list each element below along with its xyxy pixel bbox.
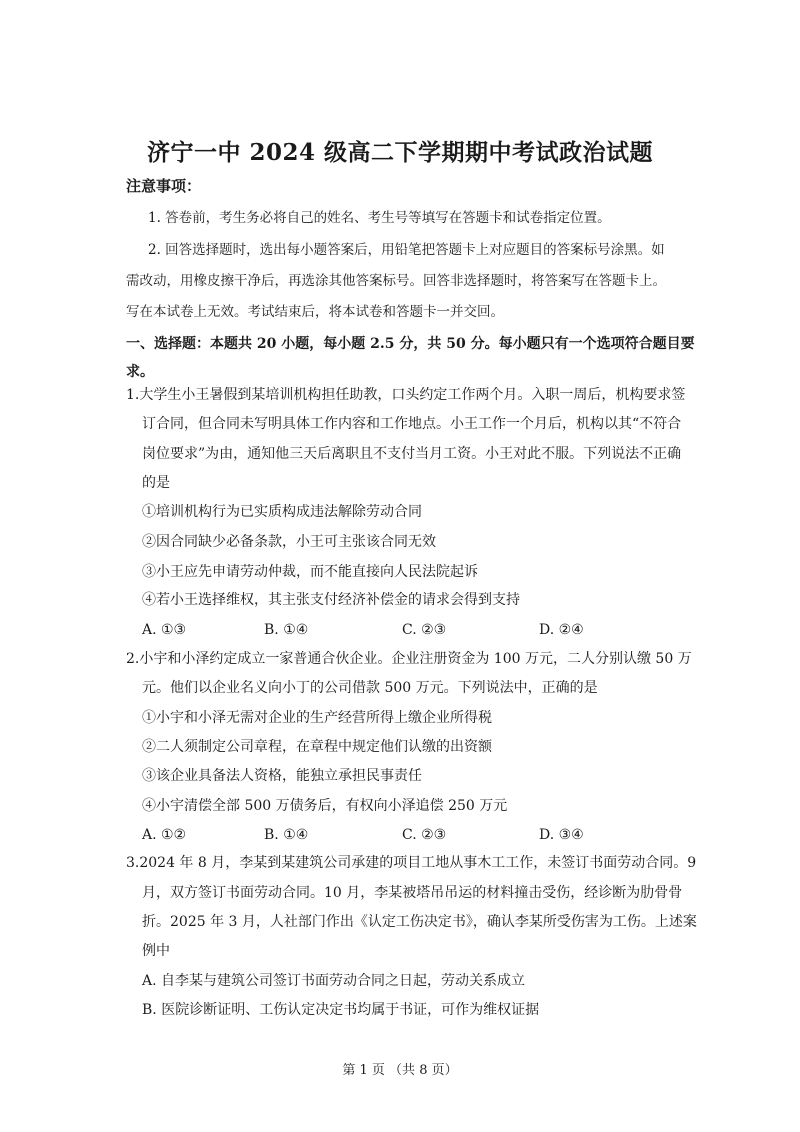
question-2-options: [0, 826, 800, 844]
page-title: 济宁一中 2024 级高二下学期期中考试政治试题: [146, 139, 654, 166]
question-2-statement-3: ③该企业具备法人资格，能独立承担民事责任: [142, 768, 422, 784]
question-1-option-c[interactable]: C. ②③: [402, 622, 447, 638]
question-2-option-d[interactable]: D. ③④: [539, 827, 584, 843]
question-2-statement-1: ①小宇和小泽无需对企业的生产经营所得上缴企业所得税: [142, 710, 492, 726]
question-2-statement-4: ④小宇清偿全部 500 万债务后，有权向小泽追偿 250 万元: [142, 798, 508, 814]
question-1-stem-line-4: 的是: [142, 475, 170, 491]
question-3-stem-line-4: 例中: [142, 943, 170, 959]
question-3-stem: 3.2024 年 8 月，李某到某建筑公司承建的项目工地从事木工工作，未签订书面劳动合同。9: [126, 855, 697, 871]
notes-heading: 注意事项：: [126, 177, 202, 195]
question-1-statement-3: ③小王应先申请劳动仲裁，而不能直接向人民法院起诉: [142, 564, 478, 580]
question-2-option-a[interactable]: A. ①②: [142, 827, 187, 843]
question-1-stem-line-2: 订合同，但合同未写明具体工作内容和工作地点。小王工作一个月后，机构以其“不符合: [142, 416, 682, 432]
question-1-options: [0, 621, 800, 639]
question-2-option-c[interactable]: C. ②③: [402, 827, 447, 843]
question-2-statement-2: ②二人须制定公司章程，在章程中规定他们认缴的出资额: [142, 739, 492, 755]
question-2-option-b[interactable]: B. ①④: [264, 827, 309, 843]
notes-item-1: 1. 答卷前，考生务必将自己的姓名、考生号等填写在答题卡和试卷指定位置。: [148, 210, 611, 226]
question-3-stem-line-2: 月，双方签订书面劳动合同。10 月，李某被塔吊吊运的材料撞击受伤，经诊断为肋骨骨: [142, 885, 683, 901]
notes-item-2-line-3: 写在本试卷上无效。考试结束后，将本试卷和答题卡一并交回。: [126, 304, 504, 320]
notes-item-2-line-1: 2. 回答选择题时，选出每小题答案后，用铅笔把答题卡上对应题目的答案标号涂黑。如: [148, 242, 665, 258]
section-1-heading: 一、选择题：本题共 20 小题，每小题 2.5 分，共 50 分。每小题只有一个选项符合题目要: [126, 336, 695, 352]
question-1-statement-2: ②因合同缺少必备条款，小王可主张该合同无效: [142, 534, 436, 550]
question-1-stem-line-3: 岗位要求”为由，通知他三天后离职且不支付当月工资。小王对此不服。下列说法不正确: [142, 446, 682, 462]
question-1-option-a[interactable]: A. ①③: [142, 622, 187, 638]
question-3-option-b[interactable]: B. 医院诊断证明、工伤认定决定书均属于书证，可作为维权证据: [142, 1002, 540, 1018]
question-3-stem-line-3: 折。2025 年 3 月，人社部门作出《认定工伤决定书》，确认李某所受伤害为工伤。上述案: [142, 914, 697, 930]
notes-item-2-line-2: 需改动，用橡皮擦干净后，再选涂其他答案标号。回答非选择题时，将答案写在答题卡上。: [126, 273, 666, 289]
page-footer: 第 1 页 （共 8 页）: [342, 1063, 458, 1078]
question-1-statement-4: ④若小王选择维权，其主张支付经济补偿金的请求会得到支持: [142, 592, 520, 608]
question-1-statement-1: ①培训机构行为已实质构成违法解除劳动合同: [142, 504, 422, 520]
question-3-option-a[interactable]: A. 自李某与建筑公司签订书面劳动合同之日起，劳动关系成立: [142, 973, 526, 989]
question-2-stem: 2.小宇和小泽约定成立一家普通合伙企业。企业注册资金为 100 万元，二人分别认缴 50 万: [126, 651, 692, 667]
question-1-option-d[interactable]: D. ②④: [539, 622, 584, 638]
question-2-stem-line-2: 元。他们以企业名义向小丁的公司借款 500 万元。下列说法中，正确的是: [142, 680, 598, 696]
question-1-option-b[interactable]: B. ①④: [264, 622, 309, 638]
section-1-heading-cont: 求。: [126, 364, 154, 380]
question-1-stem: 1.大学生小王暑假到某培训机构担任助教，口头约定工作两个月。入职一周后，机构要求签: [126, 387, 686, 403]
